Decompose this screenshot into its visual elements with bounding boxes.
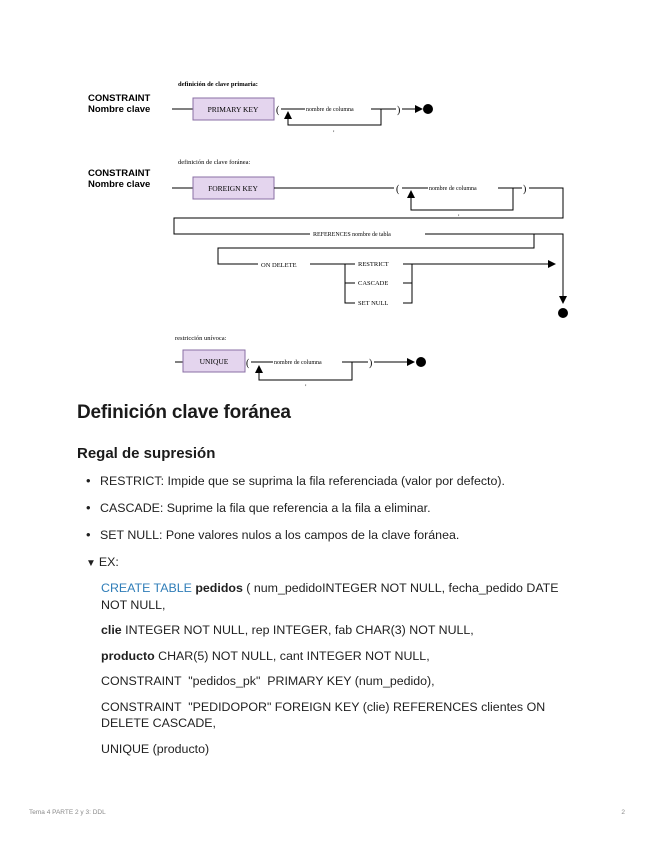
option-cascade: CASCADE	[358, 280, 389, 287]
subsection-heading: Regal de supresión	[77, 445, 216, 462]
svg-text:): )	[369, 358, 373, 369]
page-number: 2	[621, 809, 625, 816]
triangle-down-icon[interactable]: ▼	[86, 558, 96, 569]
pk-name-label: Nombre clave	[88, 104, 151, 115]
deletion-rules-list	[83, 473, 505, 554]
fk-column-label: nombre de columna	[429, 186, 477, 192]
code-line: CONSTRAINT "PEDIDOPOR" FOREIGN KEY (clie) REFERENCES clientes ON DELETE CASCADE,	[101, 699, 549, 730]
pk-constraint-label: CONSTRAINT	[88, 93, 151, 104]
unique-column-label: nombre de columna	[274, 360, 322, 366]
svg-text:): )	[523, 184, 527, 195]
syntax-diagram	[0, 0, 655, 390]
code-line: CREATE TABLE pedidos ( num_pedidoINTEGER NOT NULL, fecha_pedido DATE NOT NULL,	[101, 581, 559, 612]
example-code	[101, 580, 571, 766]
pk-box-label: PRIMARY KEY	[207, 105, 259, 114]
code-line: producto CHAR(5) NOT NULL, cant INTEGER NOT NULL,	[101, 648, 430, 663]
pk-caption: definición de clave primaria:	[178, 81, 258, 88]
unique-caption: restricción unívoca:	[175, 335, 227, 342]
svg-text:(: (	[276, 105, 280, 116]
fk-caption: definición de clave foránea:	[178, 159, 251, 166]
svg-text:(: (	[246, 358, 250, 369]
column-name: producto	[101, 648, 155, 663]
table-name: pedidos	[195, 581, 243, 595]
code-line: UNIQUE (producto)	[101, 741, 210, 756]
code-line: CONSTRAINT "pedidos_pk" PRIMARY KEY (num_pedido),	[101, 674, 435, 688]
example-toggle[interactable]	[86, 555, 119, 569]
svg-text:,: ,	[333, 127, 335, 133]
section-heading: Definición clave foránea	[77, 402, 291, 423]
keyword: CREATE TABLE	[101, 581, 192, 595]
option-set-null: SET NULL	[358, 300, 389, 307]
svg-text:): )	[397, 105, 401, 116]
list-item: • CASCADE: Suprime la fila que referencia a la fila a eliminar.	[83, 500, 505, 527]
fk-name-label: Nombre clave	[88, 179, 151, 190]
on-delete-label: ON DELETE	[261, 262, 297, 269]
foreign-key-diagram	[88, 159, 568, 318]
svg-text:(: (	[396, 184, 400, 195]
references-label: REFERENCES nombre de tabla	[313, 232, 391, 238]
unique-diagram	[175, 335, 426, 387]
primary-key-diagram	[88, 81, 433, 133]
footer-title: Tema 4 PARTE 2 y 3: DDL	[29, 809, 106, 816]
list-item: • SET NULL: Pone valores nulos a los campos de la clave foránea.	[83, 527, 505, 554]
list-item: • RESTRICT: Impide que se suprima la fila referenciada (valor por defecto).	[83, 473, 505, 500]
fk-box-label: FOREIGN KEY	[208, 184, 258, 193]
code-line: clie INTEGER NOT NULL, rep INTEGER, fab CHAR(3) NOT NULL,	[101, 623, 474, 637]
toggle-label: EX:	[98, 555, 119, 569]
svg-text:,: ,	[305, 381, 307, 387]
unique-box-label: UNIQUE	[199, 357, 229, 366]
svg-text:,: ,	[458, 211, 460, 217]
option-restrict: RESTRICT	[358, 261, 389, 268]
column-name: clie	[101, 623, 122, 637]
pk-column-label: nombre de columna	[306, 107, 354, 113]
fk-constraint-label: CONSTRAINT	[88, 168, 151, 179]
